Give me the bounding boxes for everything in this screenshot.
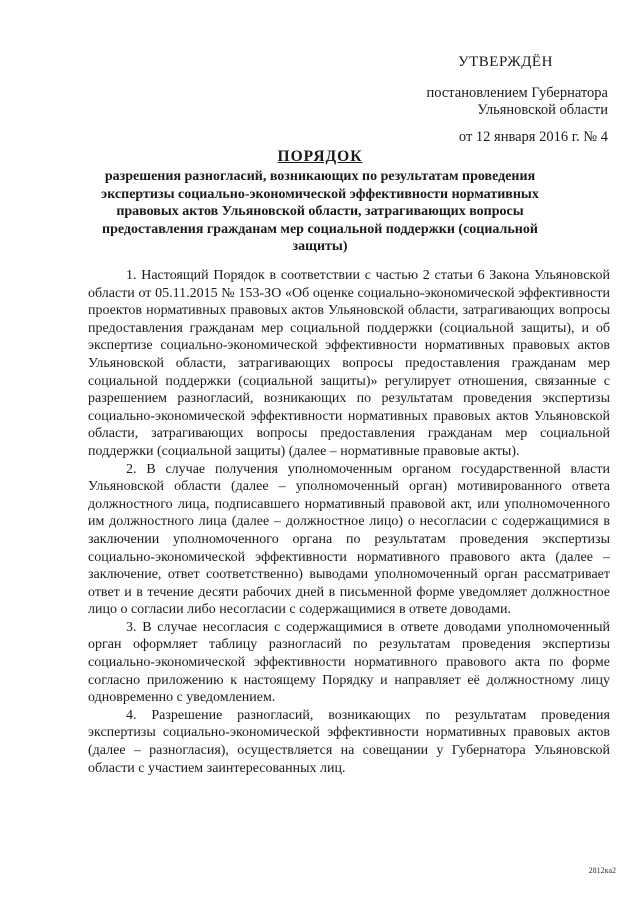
paragraph-3: 3. В случае несогласия с содержащимися в ответе доводами уполномоченный орган оформляет таблицу разногласий по результатам проведения экспертизы социально-экономической эффективности нормативного правового акта по форме согласно приложению к настоящему Порядку и направляет её должностному лицу одновременно с уведомлением. (88, 619, 610, 706)
document-title (90, 148, 550, 256)
document-body (88, 267, 610, 777)
approval-stamp (388, 54, 608, 146)
title-subtitle: разрешения разногласий, возникающих по результатам проведения экспертизы социально-экономической эффективности нормативных правовых актов Ульяновской области, затрагивающих вопросы предоставления гражданам мер социальной поддержки (социальной защиты) (101, 169, 539, 254)
title-heading: ПОРЯДОК (277, 148, 363, 165)
approval-line-1: постановлением Губернатора (426, 85, 608, 101)
paragraph-2: 2. В случае получения уполномоченным органом государственной власти Ульяновской области (далее – уполномоченный орган) мотивированного ответа должностного лица, подписавшего нормативный правовой акт, или уполномоченного им должностного лица (далее – должностное лицо) о несогласии с содержащимися в заключении уполномоченного органа по результатам проведения экспертизы социально-экономической эффективности нормативного правового акта (далее – заключение, ответ соответственно) выводами уполномоченный орган рассматривает ответ и в течение десяти рабочих дней в письменной форме уведомляет должностное лицо о согласии либо несогласии с содержащимися в ответе доводами. (88, 461, 610, 618)
footer-doc-code: 2812ка2 (588, 866, 616, 875)
approval-line-2: Ульяновской области (477, 102, 608, 118)
paragraph-4: 4. Разрешение разногласий, возникающих по результатам проведения экспертизы социально-экономической эффективности нормативных правовых актов (далее – разногласия), осуществляется на совещании у Губернатора Ульяновской области с участием заинтересованных лиц. (88, 707, 610, 776)
approved-label: УТВЕРЖДЁН (458, 54, 553, 70)
approval-date: от 12 января 2016 г. № 4 (458, 129, 608, 145)
paragraph-1: 1. Настоящий Порядок в соответствии с частью 2 статьи 6 Закона Ульяновской области от 05.11.2015 № 153-ЗО «Об оценке социально-экономической эффективности проектов нормативных правовых актов Ульяновской области, затрагивающих вопросы предоставления гражданам мер социальной поддержки (социальной защиты), и об экспертизе социально-экономической эффективности нормативных правовых актов Ульяновской области, затрагивающих вопросы предоставления гражданам мер социальной поддержки (социальной защиты)» регулирует отношения, связанные с разрешением разногласий, возникающих по результатам проведения экспертизы социально-экономической эффективности нормативных правовых актов Ульяновской области, затрагивающих вопросы предоставления гражданам мер социальной поддержки (социальной защиты) (далее – нормативные правовые акты). (88, 268, 610, 459)
